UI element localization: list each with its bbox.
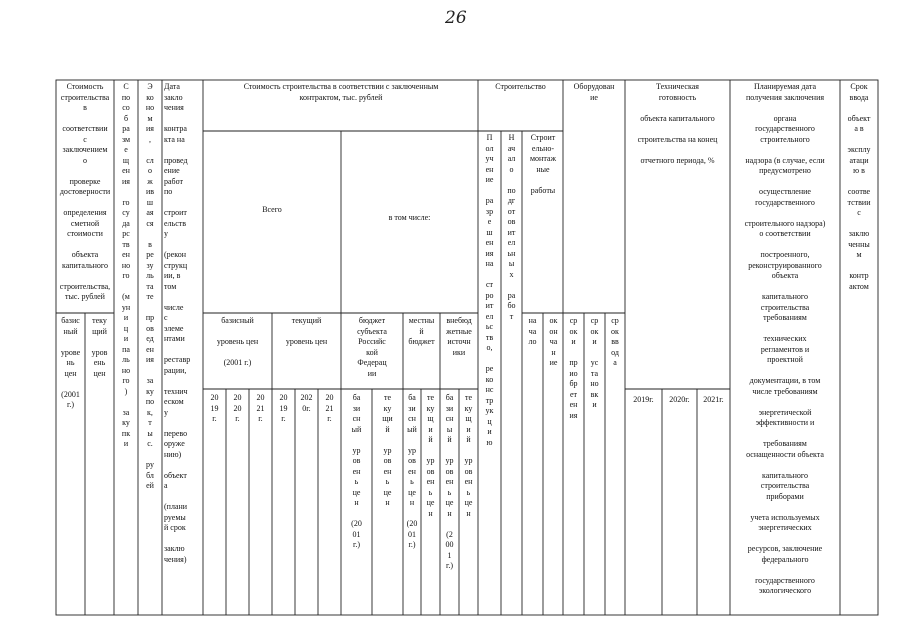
subheader-current-price-level: теку щий уров ень цен (91, 316, 108, 378)
subheader-subject-basic: ба зи сн ый ур ов ен ь це н (20 01 г.) (351, 393, 362, 549)
header-including: в том числе: (388, 213, 431, 222)
header-contract-cost: Стоимость строительства в соответствии с заключенным контрактом, тыс. рублей (243, 82, 439, 102)
header-contract-date: Дата закло чения контра кта на провед ение работ по строит ельств у (рекон струкц ии, в том числе с элеме нтами реставр рации, технич еском у перево оруже нию) объект а (плани руемы й срок заклю чения) (164, 82, 191, 564)
header-economy: Э ко но м ия , сл о ж ив ш ая ся в ре зу ль та те пр ов ед ен ия за ку по к, т ы с. ру бл ей (145, 82, 155, 490)
subheader-extra-current: те ку щ и й ур ов ен ь це н (464, 393, 473, 518)
subheader-preparatory: Н ач ал о по дг от ов ит ел ьн ы х ра бо т (507, 133, 516, 321)
subheader-equipment-install: ср ок и ус та но вк и (590, 316, 599, 409)
year-readiness-2020: 2020г. (669, 395, 690, 404)
header-total: Всего (262, 205, 282, 214)
year-current-2019: 20 19 г. (279, 393, 288, 423)
page-number: 26 (445, 8, 467, 28)
year-current-2020: 202 0г. (300, 393, 313, 413)
year-basic-2019: 20 19 г. (210, 393, 219, 423)
subheader-construction-works: Строит ельно- монтаж ные работы (529, 133, 556, 195)
header-tech-readiness: Техническая готовность объекта капитального строительства на конец отчетного периода, % (637, 82, 718, 165)
year-basic-2021: 20 21 г. (256, 393, 265, 423)
header-commissioning: Срок ввода объект а в эксплу атаци ю в соотве тствии с заклю ченны м контр актом (847, 82, 871, 291)
subheader-subject-budget: бюджет субъекта Российс кой Федерац ии (357, 316, 387, 378)
subheader-contract-basic: базисный уровень цен (2001 г.) (216, 316, 259, 367)
subheader-base-price-level: базис ный урове нь цен (2001 г.) (60, 316, 81, 409)
header-equipment: Оборудован ие (573, 82, 615, 102)
subheader-subject-current: те ку щи й ур ов ен ь це н (382, 393, 393, 507)
subheader-local-budget: местны й бюджет (408, 316, 435, 346)
year-readiness-2019: 2019г. (633, 395, 654, 404)
year-readiness-2021: 2021г. (703, 395, 724, 404)
header-procurement-method: С по со б ра зм е щ ен ия го су да рс тв ен но го (м ун и ц и па ль но го ) за ку пк и (121, 82, 131, 448)
header-construction: Строительство (495, 82, 546, 91)
subheader-works-start: на ча ло (528, 316, 537, 346)
subheader-extra-basic: ба зи сн ы й ур ов ен ь це н (2 00 1 г.) (445, 393, 454, 570)
subheader-equipment-commission: ср ок вв од а (611, 316, 619, 367)
subheader-equipment-purchase: ср ок и пр ио бр ет ен ия (569, 316, 578, 420)
subheader-permit: П ол уч ен ие ра зр е ш ен ия на ст ро ит ел ьс тв о, ре ко нс тр ук ц и ю (485, 133, 494, 447)
subheader-local-basic: ба зи сн ый ур ов ен ь це н (20 01 г.) (406, 393, 418, 549)
subheader-contract-current: текущий уровень цен (285, 316, 328, 346)
subheader-local-current: те ку щ и й ур ов ен ь це н (426, 393, 435, 518)
subheader-works-end: ок он ча н ие (549, 316, 558, 367)
header-conclusion-date: Планируемая дата получения заключения органа государственного строительного надзора (в случае, если предусмотрено осуществление государственного строительного надзора) о соответствии построенного, реконструированного объекта капитального строительства требованиям технических регламентов и проектной документации, в том числе требованиям энергетической эффективности и требованиям оснащенности объекта капитального строительства приборами учета используемых энергетических ресурсов, заключение федерального государственного экологического (744, 82, 826, 595)
header-cost-expertise: Стоимость строительства в соответствии с заключением о проверке достоверности определения сметной стоимости объекта капитального строительства, тыс. рублей (59, 82, 111, 301)
year-current-2021: 20 21 г. (325, 393, 334, 423)
year-basic-2020: 20 20 г. (233, 393, 242, 423)
subheader-extrabudget: внебюд жетные источн ики (446, 316, 472, 357)
